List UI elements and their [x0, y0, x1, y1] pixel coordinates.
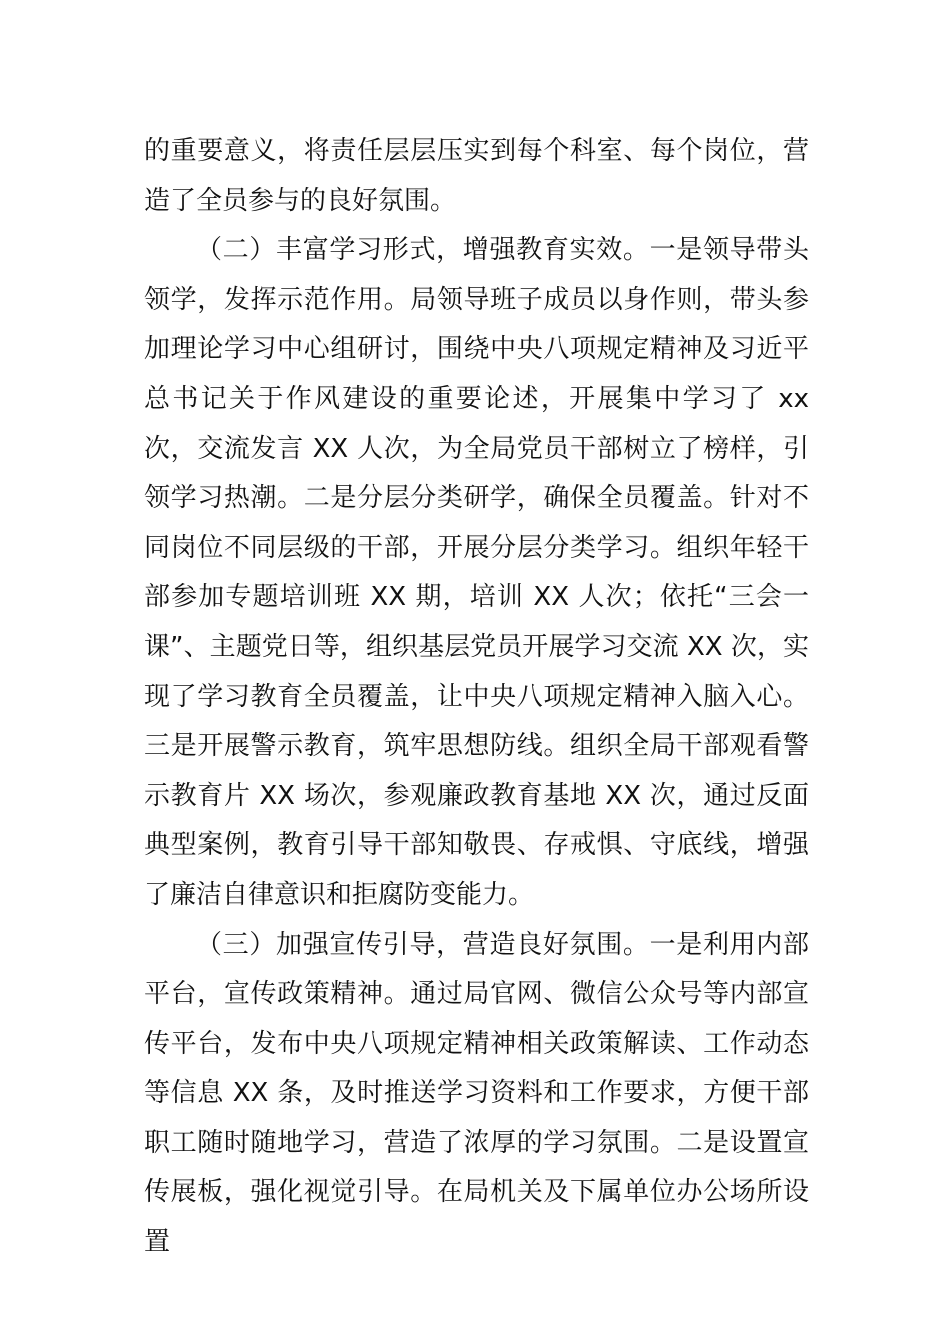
document-body	[144, 127, 809, 1268]
paragraph-section-three: （三）加强宣传引导，营造良好氛围。一是利用内部平台，宣传政策精神。通过局官网、微信公众号等内部宣传平台，发布中央八项规定精神相关政策解读、工作动态等信息 XX 条，及时推送学习资料和工作要求，方便干部职工随时随地学习，营造了浓厚的学习氛围。二是设置宣传展板，强化视觉引导。在局机关及下属单位办公场所设置	[144, 929, 809, 1258]
paragraph-continuation: 的重要意义，将责任层层压实到每个科室、每个岗位，营造了全员参与的良好氛围。	[144, 136, 809, 216]
paragraph-section-two: （二）丰富学习形式，增强教育实效。一是领导带头领学，发挥示范作用。局领导班子成员以身作则，带头参加理论学习中心组研讨，围绕中央八项规定精神及习近平总书记关于作风建设的重要论述，开展集中学习了 xx 次，交流发言 XX 人次，为全局党员干部树立了榜样，引领学习热潮。二是分层分类研学，确保全员覆盖。针对不同岗位不同层级的干部，开展分层分类学习。组织年轻干部参加专题培训班 XX 期，培训 XX 人次；依托“三会一课”、主题党日等，组织基层党员开展学习交流 XX 次，实现了学习教育全员覆盖，让中央八项规定精神入脑入心。三是开展警示教育，筑牢思想防线。组织全局干部观看警示教育片 XX 场次，参观廉政教育基地 XX 次，通过反面典型案例，教育引导干部知敬畏、存戒惧、守底线，增强了廉洁自律意识和拒腐防变能力。	[144, 235, 809, 910]
